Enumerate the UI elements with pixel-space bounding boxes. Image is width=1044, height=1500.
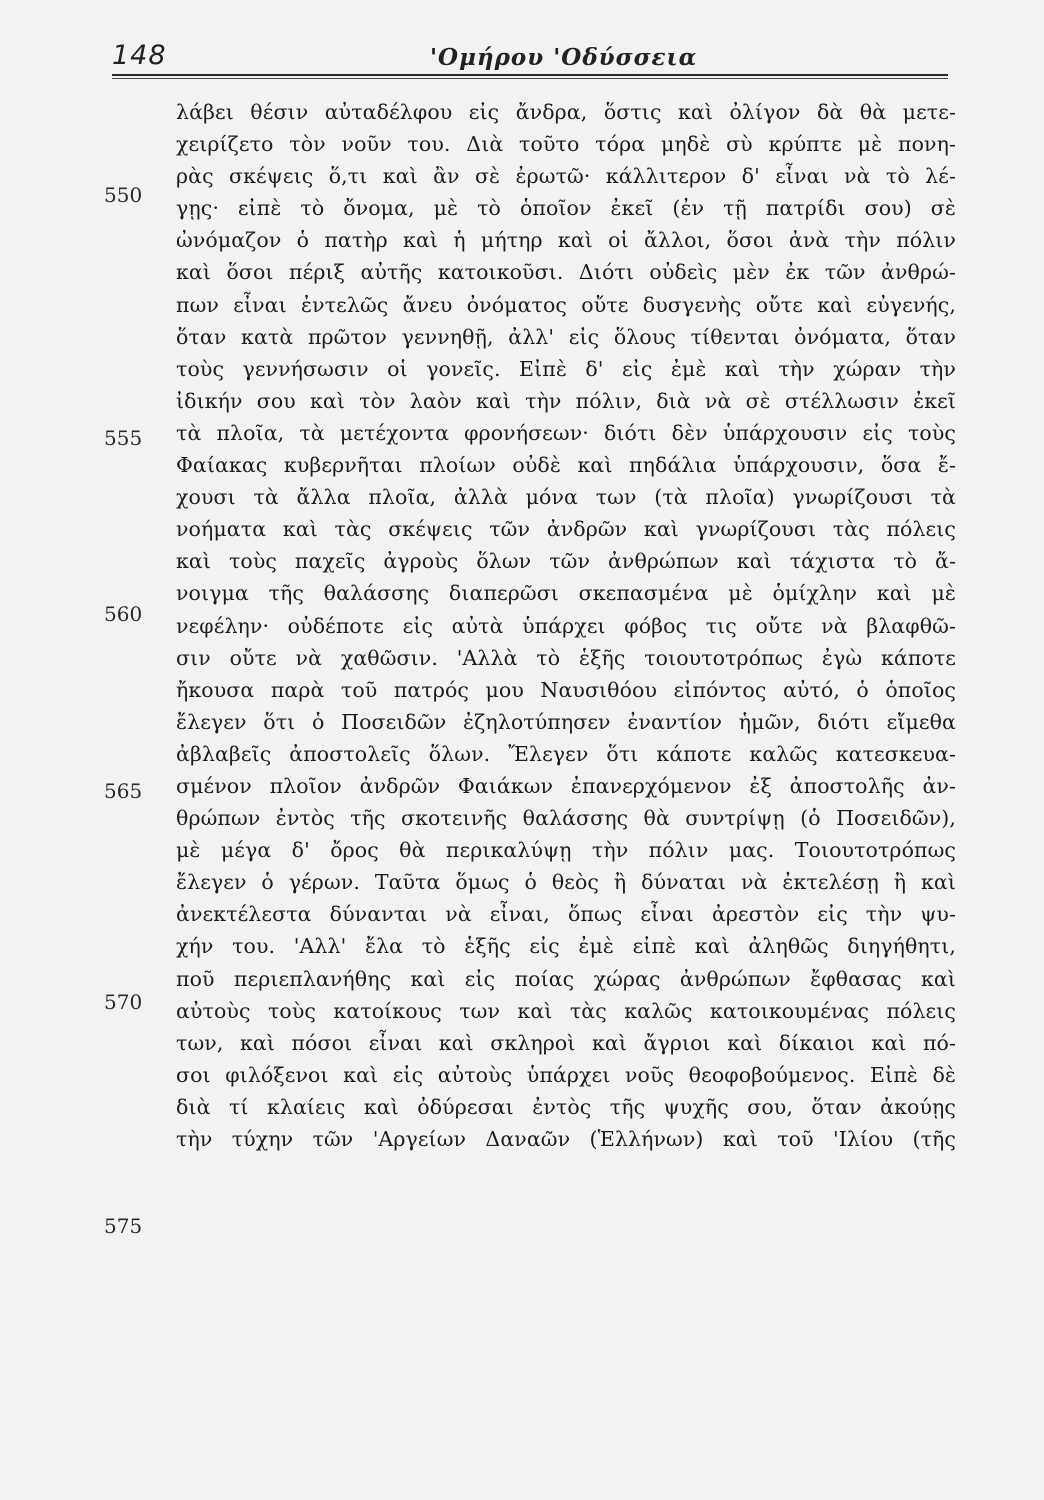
text-line: μὲ μέγα δ' ὄρος θὰ περικαλύψῃ τὴν πόλιν μας. Τοιουτοτρόπως [176,838,956,863]
text-line: Φαίακας κυβερνῆται πλοίων οὐδὲ καὶ πηδάλια ὑπάρχουσιν, ὅσα ἔ- [176,453,956,478]
text-line: ἔλεγεν ὁ γέρων. Ταῦτα ὅμως ὁ θεὸς ἢ δύναται νὰ ἐκτελέσῃ ἢ καὶ [176,870,956,895]
page-number: 148 [112,40,167,71]
verse-number: 565 [104,779,143,803]
text-line: τοὺς γεννήσωσιν οἱ γονεῖς. Εἰπὲ δ' εἰς ἐμὲ καὶ τὴν χώραν τὴν [176,356,956,381]
text-line: λάβει θέσιν αὐταδέλφου εἰς ἄνδρα, ὅστις καὶ ὀλίγον δὰ θὰ μετε- [176,100,956,124]
text-line: ποῦ περιεπλανήθης καὶ εἰς ποίας χώρας ἀνθρώπων ἔφθασας καὶ [176,966,956,991]
text-line: ὅταν κατὰ πρῶτον γεννηθῇ, ἀλλ' εἰς ὅλους τίθενται ὀνόματα, ὅταν [176,324,956,349]
text-line: σμένον πλοῖον ἀνδρῶν Φαιάκων ἐπανερχόμενον ἐξ ἀποστολῆς ἀν- [176,773,956,798]
verse-number: 550 [104,183,143,207]
text-line: καὶ τοὺς παχεῖς ἀγροὺς ὅλων τῶν ἀνθρώπων καὶ τάχιστα τὸ ἄ- [176,549,956,574]
text-line: νοιγμα τῆς θαλάσσης διαπερῶσι σκεπασμένα μὲ ὁμίχλην καὶ μὲ [176,581,956,606]
text-line: καὶ ὅσοι πέριξ αὐτῆς κατοικοῦσι. Διότι οὐδεὶς μὲν ἐκ τῶν ἀνθρώ- [176,260,956,285]
text-line: γῃς· εἰπὲ τὸ ὄνομα, μὲ τὸ ὁποῖον ἐκεῖ (ἐν τῇ πατρίδι σου) σὲ [176,196,956,221]
text-line: ἀβλαβεῖς ἀποστολεῖς ὅλων. Ἔλεγεν ὅτι κάποτε καλῶς κατεσκευα- [176,741,956,766]
verse-number: 570 [104,990,143,1014]
text-line: σοι φιλόξενοι καὶ εἰς αὐτοὺς ὑπάρχει νοῦς θεοφοβούμενος. Εἰπὲ δὲ [176,1062,956,1087]
header-rule-bottom [112,78,948,79]
text-line: των, καὶ πόσοι εἶναι καὶ σκληροὶ καὶ ἄγριοι καὶ δίκαιοι καὶ πό- [176,1030,956,1055]
text-line: ἔλεγεν ὅτι ὁ Ποσειδῶν ἐζηλοτύπησεν ἐναντίον ἡμῶν, διότι εἴμεθα [176,709,956,734]
text-line: νοήματα καὶ τὰς σκέψεις τῶν ἀνδρῶν καὶ γνωρίζουσι τὰς πόλεις [176,517,956,542]
body-text [176,96,956,1155]
page-header [112,38,952,78]
running-title: 'Ομήρου 'Οδύσσεια [430,44,698,71]
text-line: χουσι τὰ ἄλλα πλοῖα, ἀλλὰ μόνα των (τὰ πλοῖα) γνωρίζουσι τὰ [176,485,956,510]
verse-number: 575 [104,1214,143,1238]
text-line: τὰ πλοῖα, τὰ μετέχοντα φρονήσεων· διότι δὲν ὑπάρχουσιν εἰς τοὺς [176,420,956,445]
verse-line-numbers [0,0,160,1500]
text-line: θρώπων ἐντὸς τῆς σκοτεινῆς θαλάσσης θὰ συντρίψῃ (ὁ Ποσειδῶν), [176,806,956,831]
text-line: ὠνόμαζον ὁ πατὴρ καὶ ἡ μήτηρ καὶ οἱ ἄλλοι, ὅσοι ἀνὰ τὴν πόλιν [176,228,956,253]
text-line: χήν του. 'Αλλ' ἔλα τὸ ἑξῆς εἰς ἐμὲ εἰπὲ καὶ ἀληθῶς διηγήθητι, [176,934,956,959]
text-line: χειρίζετο τὸν νοῦν του. Διὰ τοῦτο τόρα μηδὲ σὺ κρύπτε μὲ πονη- [176,132,956,157]
text-line: αὐτοὺς τοὺς κατοίκους των καὶ τὰς καλῶς κατοικουμένας πόλεις [176,998,956,1023]
text-line: ἰδικήν σου καὶ τὸν λαὸν καὶ τὴν πόλιν, διὰ νὰ σὲ στέλλωσιν ἐκεῖ [176,388,956,413]
verse-number: 560 [104,602,143,626]
text-line: τὴν τύχην τῶν 'Αργείων Δαναῶν (Ἑλλήνων) καὶ τοῦ 'Ιλίου (τῆς [176,1127,956,1151]
verse-number: 555 [104,426,143,450]
text-line: ἀνεκτέλεστα δύνανται νὰ εἶναι, ὅπως εἶναι ἀρεστὸν εἰς τὴν ψυ- [176,902,956,927]
text-line: ἤκουσα παρὰ τοῦ πατρός μου Ναυσιθόου εἰπόντος αὐτό, ὁ ὁποῖος [176,677,956,702]
header-rule-top [112,74,948,76]
text-line: νεφέλην· οὐδέποτε εἰς αὐτὰ ὑπάρχει φόβος τις οὔτε νὰ βλαφθῶ- [176,613,956,638]
text-line: πων εἶναι ἐντελῶς ἄνευ ὀνόματος οὔτε δυσγενὴς οὔτε καὶ εὐγενής, [176,292,956,317]
text-line: σιν οὔτε νὰ χαθῶσιν. 'Αλλὰ τὸ ἑξῆς τοιουτοτρόπως ἐγὼ κάποτε [176,645,956,670]
text-line: ρὰς σκέψεις ὅ,τι καὶ ἂν σὲ ἐρωτῶ· κάλλιτερον δ' εἶναι νὰ τὸ λέ- [176,164,956,189]
text-line: διὰ τί κλαίεις καὶ ὀδύρεσαι ἐντὸς τῆς ψυχῆς σου, ὅταν ἀκούῃς [176,1094,956,1119]
